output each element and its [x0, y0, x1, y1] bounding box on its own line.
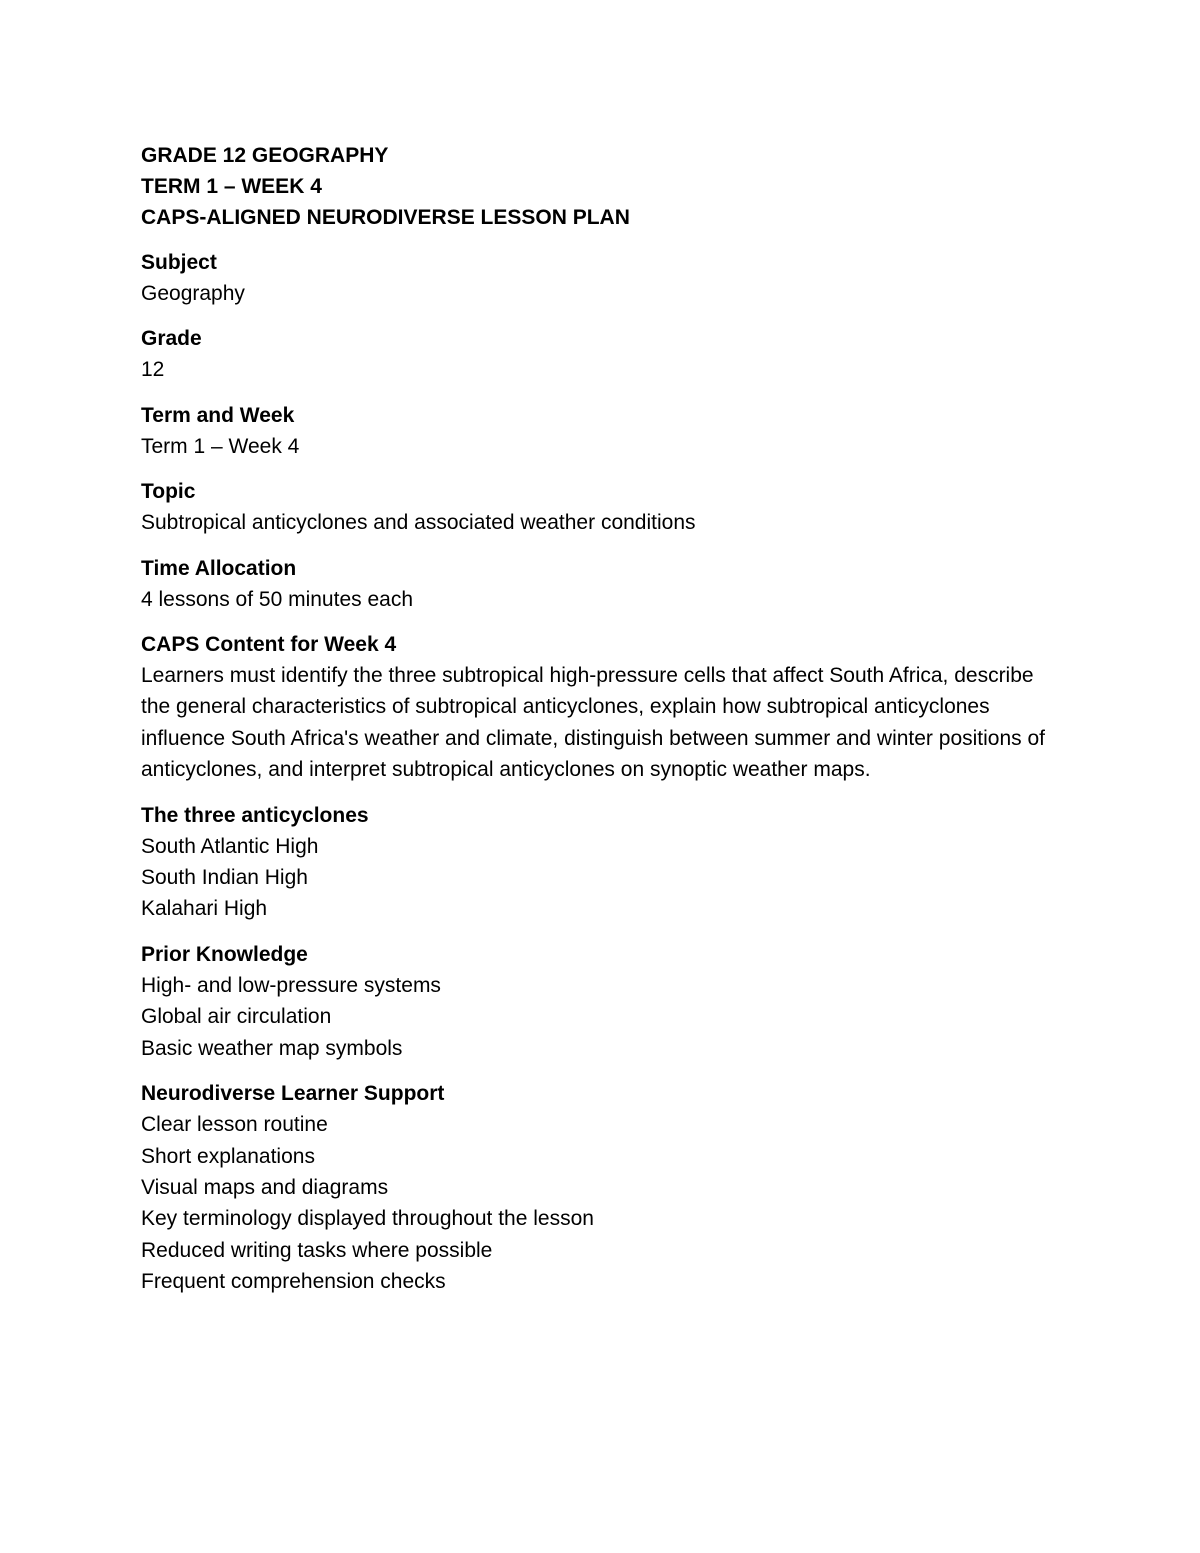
section-value: 12 — [141, 358, 165, 382]
list-item: Global air circulation — [141, 1005, 332, 1029]
section-heading: The three anticyclones — [141, 803, 369, 827]
section-heading: Prior Knowledge — [141, 942, 308, 966]
section-value: Subtropical anticyclones and associated weather conditions — [141, 511, 696, 535]
section-heading: Subject — [141, 251, 217, 274]
list-item: High- and low-pressure systems — [141, 973, 441, 997]
list-item: Reduced writing tasks where possible — [141, 1238, 493, 1262]
list-item: Visual maps and diagrams — [141, 1175, 389, 1199]
list-item: Basic weather map symbols — [141, 1036, 403, 1060]
section-prior-knowledge — [141, 939, 1061, 1064]
title-line-grade: GRADE 12 GEOGRAPHY — [141, 144, 389, 167]
section-time-allocation — [141, 553, 1061, 615]
document-page — [141, 140, 1061, 1312]
list-item: Frequent comprehension checks — [141, 1270, 446, 1294]
section-caps-content — [141, 629, 1061, 786]
section-heading: Topic — [141, 480, 196, 504]
section-value: Geography — [141, 282, 245, 305]
section-heading: Neurodiverse Learner Support — [141, 1082, 445, 1106]
section-heading: Grade — [141, 327, 202, 351]
list-item: Short explanations — [141, 1144, 315, 1168]
list-item: South Atlantic High — [141, 834, 319, 858]
section-learner-support — [141, 1078, 1061, 1297]
section-heading: CAPS Content for Week 4 — [141, 633, 397, 657]
section-term-week — [141, 400, 1061, 462]
title-line-plan: CAPS-ALIGNED NEURODIVERSE LESSON PLAN — [141, 206, 630, 229]
section-grade — [141, 323, 1061, 385]
document-title — [141, 140, 1061, 233]
section-heading: Term and Week — [141, 403, 295, 427]
section-value: Term 1 – Week 4 — [141, 434, 300, 458]
section-value: 4 lessons of 50 minutes each — [141, 587, 413, 611]
caps-content-paragraph: Learners must identify the three subtropical high-pressure cells that affect South Africa, describe the general characteristics of subtropical anticyclones, explain how subtropical anticyclones influence South Africa's weather and climate, distinguish between summer and winter positions of anticyclones, and interpret subtropical anticyclones on synoptic weather maps. — [141, 664, 1045, 782]
list-item: Kalahari High — [141, 897, 268, 921]
list-item: Key terminology displayed throughout the lesson — [141, 1207, 594, 1231]
title-line-term: TERM 1 – WEEK 4 — [141, 175, 322, 198]
section-anticyclones — [141, 800, 1061, 925]
section-subject — [141, 247, 1061, 309]
section-topic — [141, 476, 1061, 538]
list-item: Clear lesson routine — [141, 1113, 328, 1137]
list-item: South Indian High — [141, 866, 308, 890]
section-heading: Time Allocation — [141, 556, 297, 580]
